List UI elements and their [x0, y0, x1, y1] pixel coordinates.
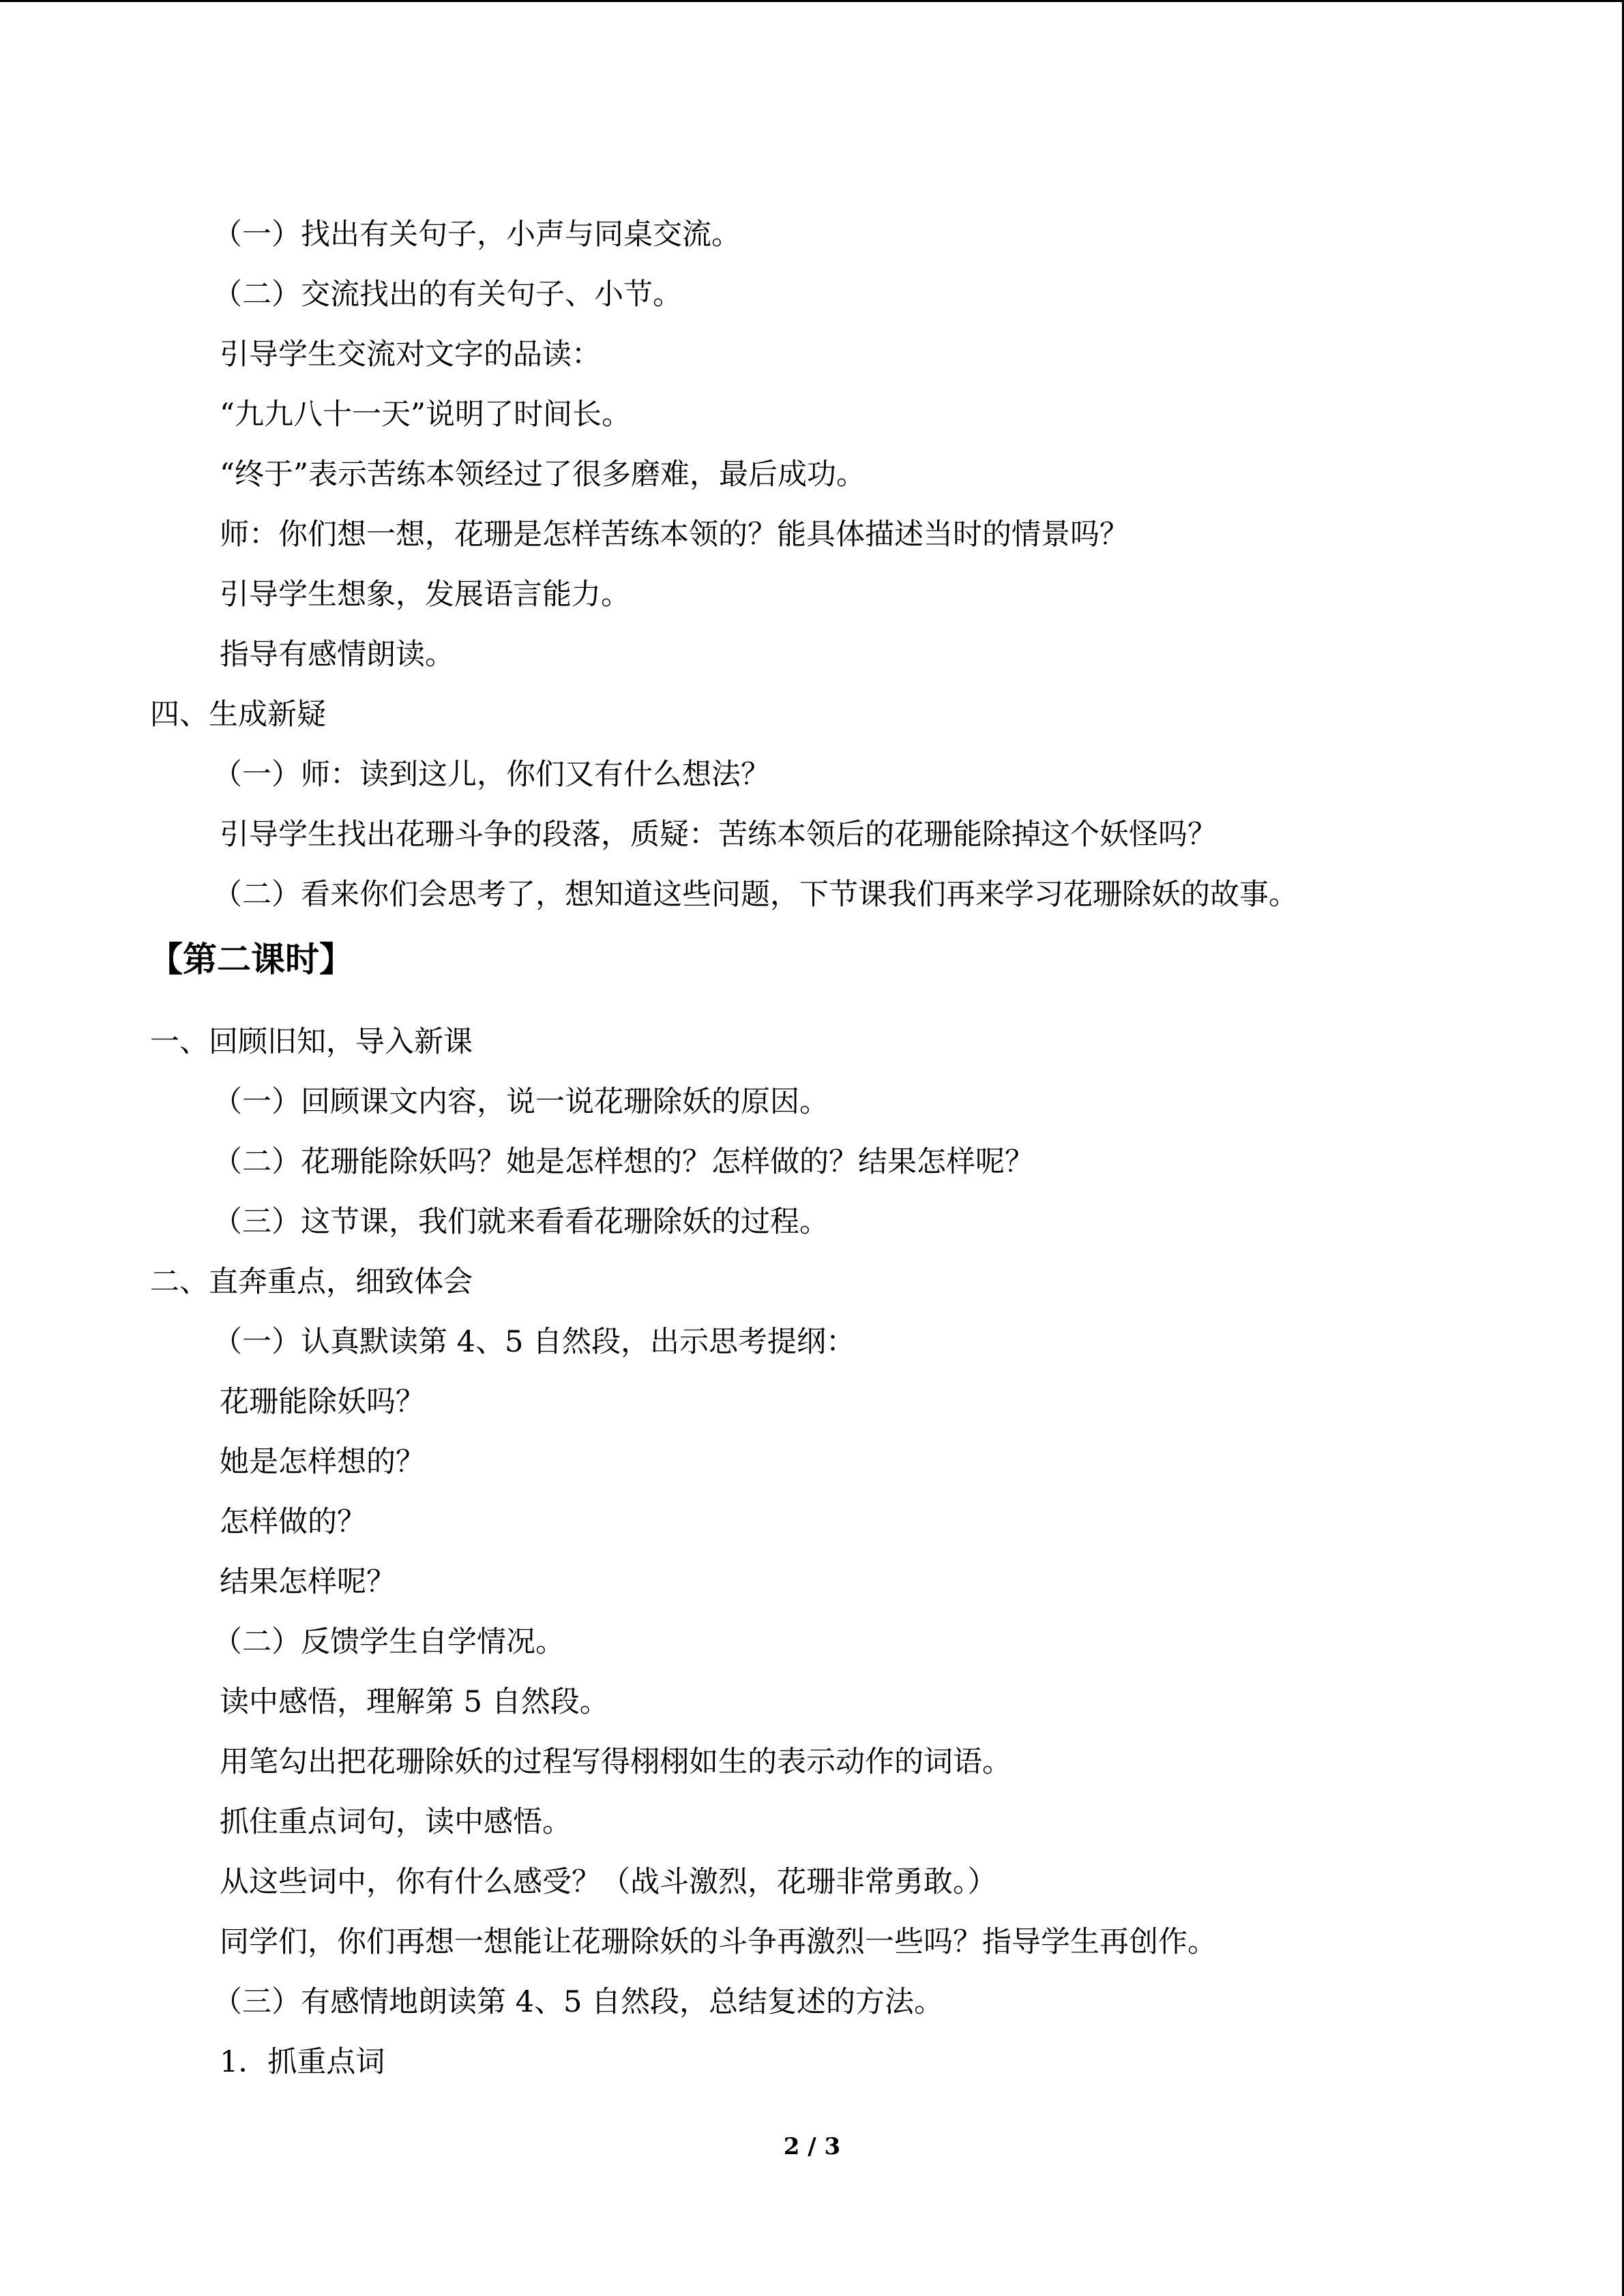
text-line: 从这些词中，你有什么感受？（战斗激烈，花珊非常勇敢。）: [220, 1865, 997, 1899]
section-title: 一、回顾旧知，导入新课: [150, 1025, 473, 1059]
text-line: 读中感悟，理解第 5 自然段。: [220, 1685, 609, 1719]
page-number: 2 / 3: [783, 2133, 841, 2160]
text-line: 抓住重点词句，读中感悟。: [220, 1805, 572, 1839]
text-line: 引导学生想象，发展语言能力。: [220, 578, 630, 612]
text-line: 花珊能除妖吗？: [220, 1385, 425, 1419]
text-line: （二）看来你们会思考了，想知道这些问题，下节课我们再来学习花珊除妖的故事。: [213, 878, 1298, 912]
text-line: （二）交流找出的有关句子、小节。: [213, 278, 682, 312]
text-line: 她是怎样想的？: [220, 1445, 425, 1479]
text-line: 结果怎样呢？: [220, 1565, 396, 1599]
text-line: 引导学生交流对文字的品读：: [220, 338, 601, 372]
text-line: 1．抓重点词: [220, 2045, 385, 2079]
text-line: （一）师：读到这儿，你们又有什么想法？: [213, 758, 770, 792]
text-line: （三）有感情地朗读第 4、5 自然段，总结复述的方法。: [213, 1985, 944, 2019]
lesson-heading: 【第二课时】: [149, 939, 353, 979]
text-line: （二）花珊能除妖吗？她是怎样想的？怎样做的？结果怎样呢？: [213, 1145, 1034, 1179]
text-line: （二）反馈学生自学情况。: [213, 1625, 565, 1659]
text-line: 师：你们想一想，花珊是怎样苦练本领的？能具体描述当时的情景吗？: [220, 518, 1129, 552]
text-line: （三）这节课，我们就来看看花珊除妖的过程。: [213, 1205, 829, 1239]
text-line: 用笔勾出把花珊除妖的过程写得栩栩如生的表示动作的词语。: [220, 1745, 1012, 1779]
text-line: 怎样做的？: [220, 1505, 366, 1539]
section-title: 二、直奔重点，细致体会: [150, 1265, 473, 1299]
text-line: 引导学生找出花珊斗争的段落，质疑：苦练本领后的花珊能除掉这个妖怪吗？: [220, 818, 1217, 852]
text-line: “九九八十一天”说明了时间长。: [220, 398, 631, 432]
text-line: （一）回顾课文内容，说一说花珊除妖的原因。: [213, 1085, 829, 1119]
text-line: 指导有感情朗读。: [220, 638, 454, 672]
text-line: （一）认真默读第 4、5 自然段，出示思考提纲：: [213, 1325, 856, 1359]
section-title: 四、生成新疑: [150, 698, 326, 732]
text-line: 同学们，你们再想一想能让花珊除妖的斗争再激烈一些吗？指导学生再创作。: [220, 1925, 1217, 1959]
text-line: （一）找出有关句子，小声与同桌交流。: [213, 218, 741, 252]
text-line: “终于”表示苦练本领经过了很多磨难，最后成功。: [220, 458, 866, 492]
